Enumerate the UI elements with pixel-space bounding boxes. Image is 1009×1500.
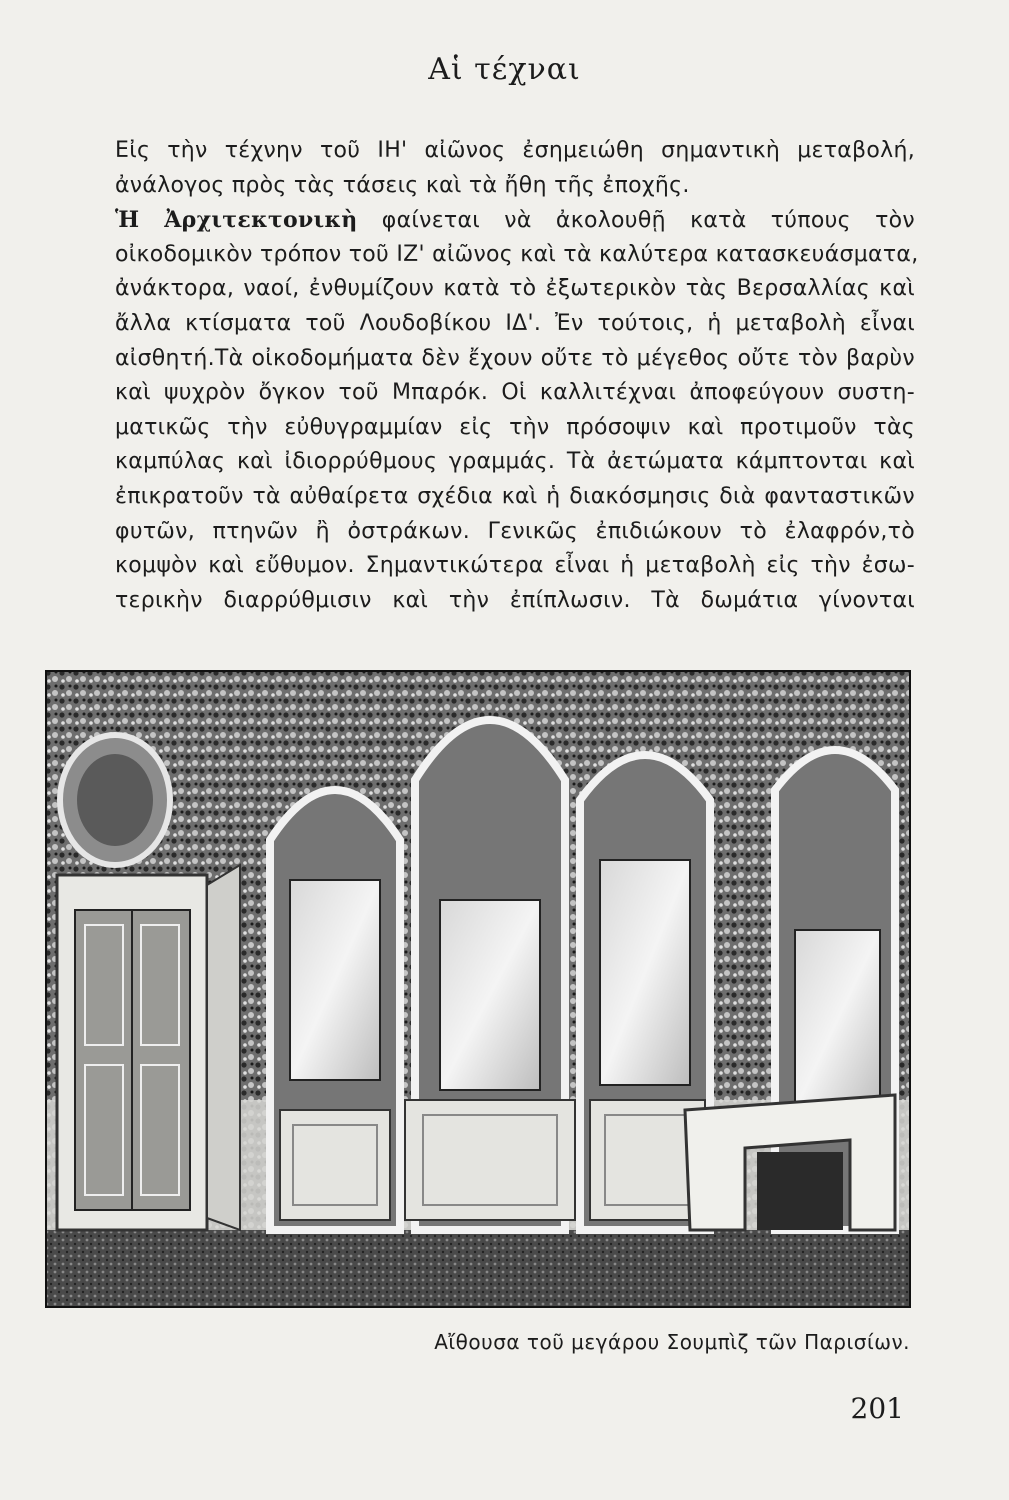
emphasized-term: Ἡ Ἀρχιτεκτονικὴ [115,207,358,234]
text-line: κομψὸν καὶ εὔθυμον. Σημαντικώτερα εἶναι ἡ μεταβολὴ εἰς τὴν ἐσω- [115,553,915,579]
text-line: τερικὴν διαρρύθμισιν καὶ τὴν ἐπίπλωσιν. Τὰ δωμάτια γίνονται [115,587,915,613]
text-line: ἀνάλογος πρὸς τὰς τάσεις καὶ τὰ ἤθη τῆς ἐποχῆς. [115,172,690,198]
text-line: φυτῶν, πτηνῶν ἢ ὀστράκων. Γενικῶς ἐπιδιώκουν τὸ ἐλαφρόν,τὸ [115,518,915,544]
text-line: ἄλλα κτίσματα τοῦ Λουδοβίκου ΙΔ'. Ἐν τούτοις, ἡ μεταβολὴ εἶναι [115,310,915,336]
salon-photograph [45,670,911,1308]
page-number: 201 [850,1392,904,1425]
text-line: αἰσθητή.Τὰ οἰκοδομήματα δὲν ἔχουν οὔτε τὸ μέγεθος οὔτε τὸν βαρὺν [115,345,915,371]
text-fragment: φαίνεται νὰ ἀκολουθῇ κατὰ τύπους τὸν [381,208,915,234]
text-line: ἐπικρατοῦν τὰ αὐθαίρετα σχέδια καὶ ἡ διακόσμησις διὰ φανταστικῶν [115,483,915,509]
text-line: καμπύλας καὶ ἰδιορρύθμους γραμμάς. Τὰ ἀετώματα κάμπτονται καὶ [115,449,915,475]
text-line: οἰκοδομικὸν τρόπον τοῦ ΙΖ' αἰῶνος καὶ τὰ καλύτερα κατασκευάσματα, [115,241,919,267]
page-title: Αἱ τέχναι [428,52,581,87]
figure-caption: Αἴθουσα τοῦ μεγάρου Σουμπὶζ τῶν Παρισίων. [434,1330,910,1354]
text-line: ματικῶς τὴν εὐθυγραμμίαν εἰς τὴν πρόσοψιν καὶ προτιμοῦν τὰς [115,414,915,440]
text-line: Εἰς τὴν τέχνην τοῦ ΙΗ' αἰῶνος ἐσημειώθη σημαντικὴ μεταβολή, [115,138,915,163]
body-text [115,134,919,618]
text-line: ἀνάκτορα, ναοί, ἐνθυμίζουν κατὰ τὸ ἐξωτερικὸν τὰς Βερσαλλίας καὶ [115,276,915,302]
text-line [115,203,915,238]
text-line: καὶ ψυχρὸν ὄγκον τοῦ Μπαρόκ. Οἱ καλλιτέχναι ἀποφεύγουν συστη- [115,380,915,406]
